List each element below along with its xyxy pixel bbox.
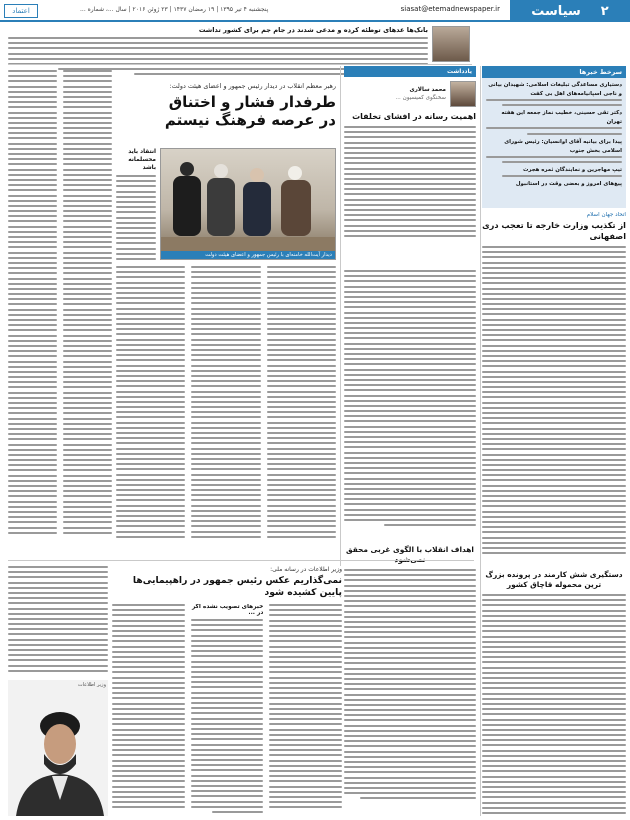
sidebar-news-text [486,156,622,163]
lead-body-col [191,266,260,554]
bottom-story-head [112,566,342,602]
opinion-kicker: یادداشت [344,66,476,77]
lead-kicker: رهبر معظم انقلاب در دیدار رئیس جمهور و اعضای هیئت دولت: [169,82,336,90]
sidebar-news-item[interactable]: پیغ‌های امروز و بعضی وقت در استانبول [515,181,622,188]
sidebar-box-title: سرخط خبرها [482,66,626,78]
opinion-author-block [344,81,476,107]
left-body-col [8,70,57,552]
lead-side-box-title: انتقاد باید محسلمانه باشد [128,149,156,171]
divider [480,66,481,816]
minister-photo-caption: وزیر اطلاعات [77,682,106,688]
sidebar-article-title[interactable]: از تکذیب وزارت خارجه تا تعجب دری اصفهانی [482,220,626,241]
divider [340,66,341,566]
lead-photo [160,148,336,260]
sidebar-bottom-article [482,570,626,816]
top-banner-photo [432,26,470,62]
newspaper-logo: اعتماد [4,4,38,18]
sidebar-bottom-title[interactable]: دستگیری شش کارمند در پرونده بزرگ ترین محموله قاچاق کشور [485,570,623,589]
lead-body-col [116,266,185,554]
lead-side-box [116,148,156,260]
divider [8,64,472,65]
sidebar-news-text [486,127,622,134]
bottom-kicker: وزیر اطلاعات در رسانه ملی: [270,566,342,573]
left-body-col [63,70,112,552]
author-name: محمد سالاری [409,87,446,93]
opinion-body-lines [344,270,476,526]
section-email[interactable]: siasat@etemadnewspaper.ir [400,5,500,13]
lead-story-head [160,82,336,142]
bottom-title[interactable]: نمی‌گذاریم عکس رئیس جمهور در راهپیمایی‌ها پایین کشیده شود [132,575,342,598]
sidebar-news-item[interactable]: تیپ مهاجرین و نمایندگان ثمره هجرت [522,167,622,174]
opinion-column [344,66,476,266]
left-text-columns [8,70,112,552]
mid-story-body [344,569,476,799]
sidebar-news-text [486,175,622,177]
page-number: ۲ [600,3,609,19]
section-name: سیاست [531,3,581,19]
sidebar-bottom-body [482,594,626,816]
sidebar-news-text [486,99,622,106]
sidebar-news-list [482,78,626,192]
mid-story [344,545,476,817]
bottom-left-body [8,566,108,672]
sidebar-news-item[interactable]: دکتر تقی حسینی، خطیب نماز جمعه این هفته تهران [501,110,622,126]
bottom-quote-title: خبرهای تصویب نشده اگر در ... [191,604,264,616]
section-badge [510,0,630,22]
author-role: سخنگوی کمیسیون ... [395,95,446,101]
sidebar-news-item[interactable]: دستیاری مساعدگی تبلیغات اسلامی: شهیدان بیانی و ناجی اسپانیامه‌های اهل بی کفت [488,82,622,97]
lead-title[interactable]: طرفدار فشار و اختناق در عرصه فرهنگ نیستم [164,93,336,129]
bottom-quote-body [191,619,264,813]
top-banner-headline: بانک‌ها عدهای توطئه کرده و مدعی شدند در جام جم برای کشور تداشت [198,26,428,34]
lead-photo-caption: دیدار آیت‌الله خامنه‌ای با رئیس جمهور و اعضای هیئت دولت [161,251,335,259]
opinion-title[interactable]: اهمیت رسانه در افشای تخلفات [352,112,476,121]
lead-photo-figures [160,149,335,260]
minister-figure [8,680,108,816]
sidebar-article [482,212,626,557]
author-avatar [450,81,476,107]
lead-side-box-body [116,175,156,260]
sidebar-news-item[interactable]: پیدا برای بیانیه آقای اوانسیان: رئیس شورای اسلامی بخش جنوب [504,138,622,154]
dateline: پنجشنبه ۴ تیر ۱۳۹۵ | ۱۹ رمضان ۱۴۳۷ | ۲۳ ژوئن ۲۰۱۶ | سال ...، شماره ... [80,6,269,13]
opinion-body [344,126,476,237]
bottom-body-col [269,604,342,816]
lead-body-col [267,266,336,554]
mid-story-headline[interactable]: اهداف انقلاب با الگوی غربی محقق [346,545,474,554]
bottom-body-col [112,604,185,816]
bottom-left-text [8,566,108,676]
sidebar-article-body [482,246,626,557]
right-sidebar [482,66,626,208]
lead-story-body [116,266,336,554]
minister-photo [8,680,108,816]
bottom-body-col-2 [191,604,264,816]
sidebar-article-kicker: اتحاد جهان اسلام [586,212,626,218]
opinion-body-continued [344,270,476,540]
bottom-story-body [112,604,342,816]
divider [8,560,474,561]
page-header [0,0,630,22]
